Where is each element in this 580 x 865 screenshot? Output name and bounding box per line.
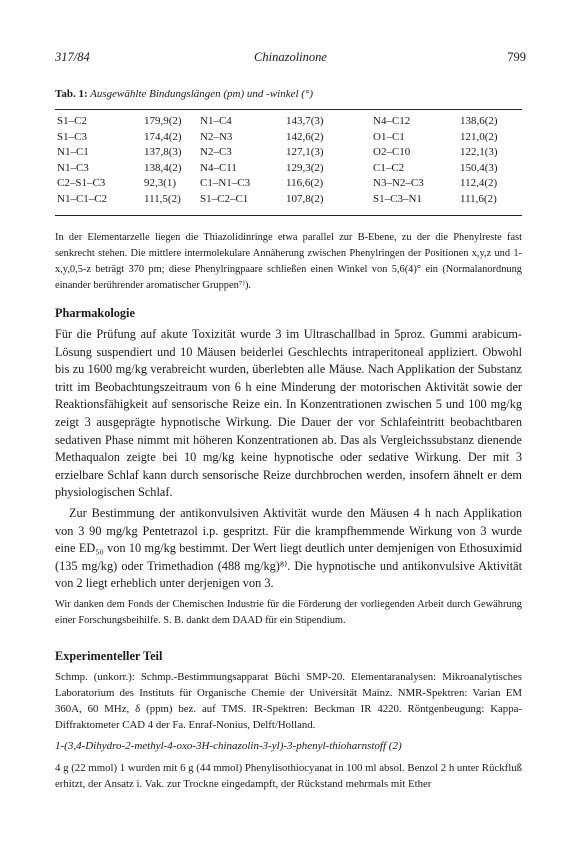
- bond-table: [55, 115, 522, 208]
- table-cell: O1–C1: [373, 130, 405, 143]
- table-cell: S1–C2: [57, 115, 87, 127]
- compound-procedure-paragraph: 4 g (22 mmol) 1 wurden mit 6 g (44 mmol) Phenylisothiocyanat in 100 ml absol. Benzol 2 h unter Rückfluß erhitzt, der Ansatz i. Vak. zur Trockne eingedampft, der Rückstand mehrmals mit Ether: [55, 762, 522, 790]
- acknowledgement-paragraph: Wir danken dem Fonds der Chemischen Industrie für die Förderung der vorliegenden Arbeit durch Gewährung einer Forschungsbeihilfe. S. B. dankt dem DAAD für ein Stipendium.: [55, 599, 522, 626]
- table-cell: C1–N1–C3: [200, 177, 251, 189]
- table-cell: N2–C3: [200, 146, 232, 158]
- table-cell: 138,4(2): [144, 161, 182, 174]
- table-cell: N2–N3: [200, 130, 233, 143]
- table-cell: 122,1(3): [460, 146, 498, 158]
- table-row: [55, 177, 522, 193]
- table-row: [55, 131, 522, 147]
- pharmakologie-paragraph-1: Für die Prüfung auf akute Toxizität wurde 3 im Ultraschallbad in 5proz. Gummi arabicum-Lösung suspendiert und 10 Mäusen beiderlei Geschlechts intraperitoneal appliziert. Obwohl bis zu 1600 mg/kg verabreicht wurden, überlebten alle Mäuse. Nach Applikation der Substanz tritt im Beobachtungszeitraum von 6 h eine Minderung der motorischen Aktivität sowie der Reaktionsfähigkeit auf sensorische Reize ein. In Konzentrationen zwischen 5 und 100 mg/kg zeigt 3 ausgeprägte hypnotische Wirkung. Die Dauer der vor Schlafeintritt beobachtbaren sedativen Phase nimmt mit höheren Konzentrationen ab. Das als Vergleichssubstanz dienende Methaqualon zeigte bei 10 mg/kg keine hypnotische oder sedative Wirkung. Der mit 3 erzielbare Schlaf kann durch sensorische Reize durchbrochen werden, insofern ähnelt er dem physiologischen Schlaf.: [55, 327, 522, 500]
- running-title: Chinazolinone: [254, 50, 327, 64]
- table-bottom-rule: [55, 215, 522, 216]
- table-cell: N3–N2–C3: [373, 177, 424, 189]
- table-cell: S1–C2–C1: [200, 192, 249, 205]
- table-cell: 112,4(2): [460, 177, 498, 189]
- table-cell: 107,8(2): [286, 192, 324, 205]
- table-cell: 179,9(2): [144, 115, 182, 127]
- table-cell: S1–C3: [57, 130, 87, 143]
- table-cell: 121,0(2): [460, 130, 498, 143]
- table-cell: 150,4(3): [460, 161, 498, 174]
- table-cell: N1–C1–C2: [57, 192, 108, 205]
- table-cell: S1–C3–N1: [373, 192, 422, 205]
- table-cell: 138,6(2): [460, 115, 498, 127]
- experimental-methods-paragraph: Schmp. (unkorr.): Schmp.-Bestimmungsapparat Büchi SMP-20. Elementaranalysen: Mikroanalytisches Laboratorium des Instituts für Organische Chemie der Universität Mainz. NMR-Spektren: Varian EM 360A, 60 MHz, δ (ppm) bez. auf TMS. IR-Spektren: Beckman IR 4220. Röntgenbeugung: Kappa-Diffraktometer CAD 4 der Fa. Enraf-Nonius, Delft/Holland.: [55, 671, 522, 731]
- pharmakologie-heading: Pharmakologie: [55, 306, 135, 320]
- table-row: [55, 146, 522, 162]
- experimenteller-teil-heading: Experimenteller Teil: [55, 649, 163, 663]
- table-cell: 129,3(2): [286, 161, 324, 174]
- table-cell: C1–C2: [373, 161, 405, 174]
- table-cell: N1–C4: [200, 115, 232, 127]
- table-caption: [55, 88, 313, 100]
- table-cell: 111,5(2): [144, 192, 181, 205]
- table-cell: 142,6(2): [286, 130, 324, 143]
- running-header: [55, 50, 526, 66]
- table-cell: N1–C1: [57, 146, 89, 158]
- table-cell: C2–S1–C3: [57, 177, 106, 189]
- elementarzelle-paragraph: In der Elementarzelle liegen die Thiazolidinringe etwa parallel zur B-Ebene, zu der die Phenylreste fast senkrecht stehen. Die mittlere intermolekulare Annäherung zwischen Phenylringen der Positionen x,y,z und 1-x,y,0,5-z beträgt 370 pm; diese Phenylringpaare schließen einen Winkel von 5,6(4)° ein (Normalanordnung einander berührender aromatischer Gruppen⁷⁾).: [55, 232, 522, 291]
- table-row: [55, 162, 522, 178]
- journal-issue: 317/84: [55, 50, 90, 64]
- table-caption-text: Ausgewählte Bindungslängen (pm) und -winkel (°): [90, 88, 314, 100]
- table-label: Tab. 1:: [55, 88, 88, 100]
- table-cell: O2–C10: [373, 146, 411, 158]
- compound-title: 1-(3,4-Dihydro-2-methyl-4-oxo-3H-chinazolin-3-yl)-3-phenyl-thioharnstoff (2): [55, 740, 402, 752]
- table-cell: 116,6(2): [286, 177, 324, 189]
- pharmakologie-paragraph-2: Zur Bestimmung der antikonvulsiven Aktivität wurde den Mäusen 4 h nach Applikation von 3 90 mg/kg Pentetrazol i.p. gespritzt. Für die krampfhemmende Wirkung von 3 wurde eine ED₅₀ von 10 mg/kg bestimmt. Der Wert liegt deutlich unter demjenigen von Ethosuximid (135 mg/kg) oder Trimethadion (488 mg/kg)⁸⁾. Die hypnotische und antikonvulsive Aktivität von 2 liegt erheblich unter derjenigen von 3.: [55, 506, 522, 591]
- page-number: 799: [507, 50, 526, 64]
- table-row: [55, 115, 522, 131]
- table-cell: N1–C3: [57, 161, 89, 174]
- table-cell: N4–C11: [200, 161, 237, 174]
- table-cell: 111,6(2): [460, 192, 497, 205]
- table-cell: N4–C12: [373, 115, 411, 127]
- table-cell: 127,1(3): [286, 146, 324, 158]
- table-row: [55, 193, 522, 209]
- table-cell: 92,3(1): [144, 177, 177, 189]
- table-cell: 174,4(2): [144, 130, 182, 143]
- table-cell: 143,7(3): [286, 115, 324, 127]
- table-cell: 137,8(3): [144, 146, 182, 158]
- table-top-rule: [55, 109, 522, 110]
